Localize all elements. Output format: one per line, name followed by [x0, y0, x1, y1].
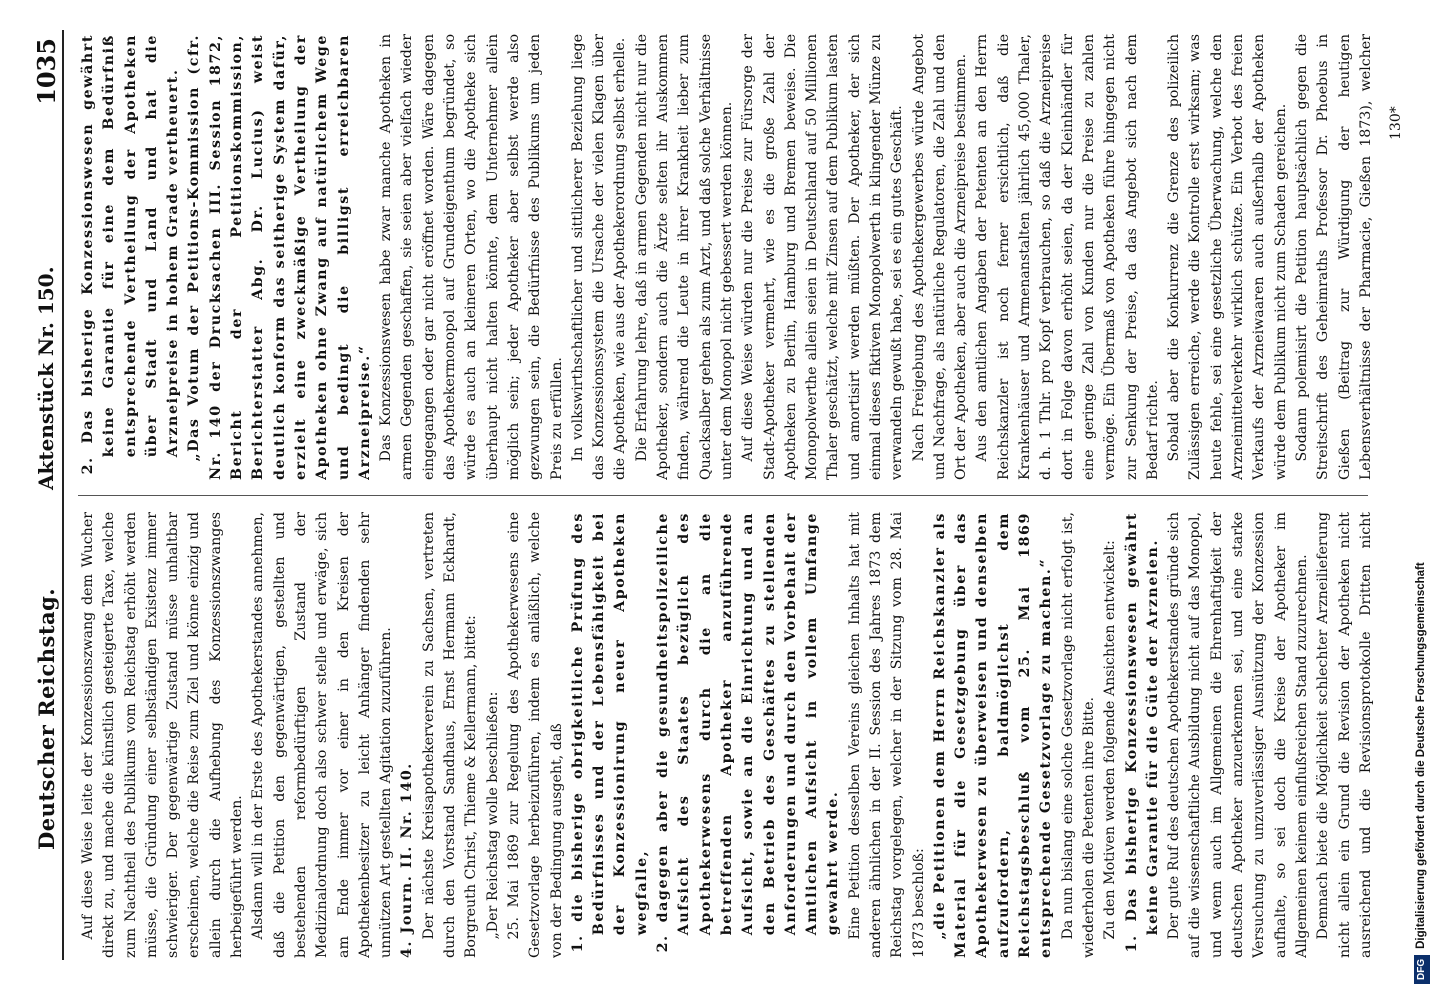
quoted-resolution: „die Petitionen dem Herrn Reichskanzler als Material für die Gesetzgebung über das Apothekerwesen zu überweisen und denselben aufzufordern, baldmöglichst dem Reichstagsbeschluß vom 25. Mai 1869 entsprechende Gesetzvorlage zu machen.“	[931, 512, 1055, 958]
column-divider	[78, 495, 1368, 496]
right-text-column	[78, 34, 1378, 480]
paragraph: Das Konzessionswesen habe zwar manche Apotheken in armen Gegenden geschaffen, sie seien aber vielfach wieder eingegangen oder gar nicht eröffnet worden. Wäre dagegen das Apothekermonopol auf Grundeigenthum begründet, so würde es auch an kleineren Orten, wo die Apotheke sich überhaupt nicht halten könnte, dem Unternehmer allein möglich sein; jeder Apotheker aber selbst werde also gezwungen sein, die Bedürfnisse des Publikums um jeden Preis zu erfüllen.	[378, 34, 565, 480]
paragraph: Die Erfahrung lehre, daß in armen Gegenden nicht nur die Apotheker, sondern auch die Ärzte selten ihr Auskommen finden, während die Leute in ihrer Krankheit lieber zum Quacksalber gehen als zum Arzt, und daß solche Verhältnisse unter dem Monopol nicht gebessert werden können.	[633, 34, 735, 480]
signature-mark: 130*	[1388, 106, 1404, 140]
credit-line	[1412, 4, 1430, 984]
paragraph: In volkswirthschaftlicher und sittlicherer Beziehung liege das Konzessionssystem die Ursache der vielen Klagen über die Apotheken, wie aus der Apothekerordnung selbst erhelle.	[569, 34, 629, 480]
paragraph: Sodann polemisirt die Petition hauptsächlich gegen die Streitschrift des Geheimraths Professor Dr. Phoebus in Gießen (Beitrag zur Würdigung der heutigen Lebensverhältnisse der Pharmacie, Gießen 1873), welcher	[1293, 34, 1374, 480]
paragraph: Auf diese Weise leite der Konzessionszwang dem Wucher direkt zu, und mache die künstlich gesteigerte Taxe, welche zum Nachtheil des Publikums vom Reichstag erhöht werden müsse, die Gründung einer selbständigen Existenz immer schwieriger. Der gegenwärtige Zustand müsse unhaltbar erscheinen, welche die Reise zum Ziel und könne einzig und allein durch die Aufhebung des Konzessionszwanges herbeigeführt werden.	[80, 512, 246, 958]
left-text-column	[78, 512, 1378, 958]
paragraph: Sobald aber die Konkurrenz die Grenze des polizeilich Zulässigen erreiche, werde die Kontrolle erst wirksam; was heute fehle, sei eine gesetzliche Überwachung, welche den Arzneimittelverkehr wirklich schütze. Ein Verbot des freien Verkaufs der Arzneiwaaren auch außerhalb der Apotheken würde dem Publikum nicht zum Schaden gereichen.	[1166, 34, 1289, 480]
paragraph: Der nächste Kreisapothekerverein zu Sachsen, vertreten durch den Vorstand Sandhaus, Ernst Hermann Eckhardt, Borgreuth Christ, Thieme & Kellermann, bittet:	[420, 512, 480, 958]
paragraph: Auf diese Weise würden nur die Preise zur Fürsorge der Stadt-Apotheker vermehrt, wie es die große Zahl der Apotheken zu Berlin, Hamburg und Bremen beweise. Die Monopolwerthe allein seien in Deutschland auf 50 Millionen Thaler geschätzt, welche mit Zinsen auf dem Publikum lasten und amortisirt werden müßten. Der Apotheker, der sich einmal dieses fiktiven Monopolwerth in klingender Münze zu verwandeln gewußt habe, sei es ein gutes Geschäft.	[740, 34, 906, 480]
header-page-number: 1035	[32, 38, 61, 105]
header-document-number: Aktenstück Nr. 150.	[34, 266, 58, 490]
header-publication-title: Deutscher Reichstag.	[34, 587, 59, 850]
list-item: 2. dagegen aber die gesundheitspolizeiliche Aufsicht des Staates bezüglich des Apothekerwesens durch die an die betreffenden Apotheker anzuführende Aufsicht, sowie an die Einrichtung und an den Betrieb des Geschäftes zu stellenden Anforderungen und durch den Vorbehalt der Amtlichen Aufsicht in vollem Umfange gewahrt werde.	[655, 512, 842, 953]
dfg-logo-icon: DFG	[1414, 955, 1430, 984]
paragraph: Da nun bislang eine solche Gesetzvorlage nicht erfolgt ist, wiederholen die Petenten ihre Bitte.	[1059, 512, 1097, 958]
paragraph: 25. Mai 1869 zur Regelung des Apothekerwesens eine Gesetzvorlage herbeizuführen, indem es anläßlich, welche von der Bedingung ausgeht, daß	[505, 512, 565, 958]
digitization-credit-strip	[1408, 0, 1432, 1000]
paragraph: Nach Freigebung des Apothekergewerbes würde Angebot und Nachfrage, als natürliche Regulatoren, die Zahl und den Ort der Apotheken, aber auch die Arzneipreise bestimmen.	[910, 34, 970, 480]
section-number: 4. Journ. II. Nr. 140.	[399, 762, 416, 958]
paragraph: Aus den amtlichen Angaben der Petenten an den Herrn Reichskanzler ist noch ferner ersichtlich, daß die Krankenhäuser und Armenanstalten jährlich 45,000 Thaler, d. h. 1 Thlr. pro Kopf verbrauchen, so daß die Arzneipreise dort in Folge davon erhöht seien, da der Kleinhändler für eine geringe Zahl von Kunden nur die Preise zu zahlen vermöge. Ein Übermaß von Apotheken führe hingegen nicht zur Senkung der Preise, da das Angebot sich nach dem Bedarf richte.	[974, 34, 1161, 480]
paragraph: Der gute Ruf des deutschen Apothekerstandes gründe sich auf die wissenschaftliche Ausbildung nicht auf das Monopol, und wenn auch im Allgemeinen die Ehrenhaftigkeit der deutschen Apotheker anzuerkennen sei, und eine starke Versuchung zu unzuverlässiger Ausnützung der Konzession aufhalte, so sei doch die Kreise der Apotheker im Allgemeinen keinem einflußreichen Stand zuzurechnen.	[1166, 512, 1310, 958]
paragraph: Demnach biete die Möglichkeit schlechter Arzneilieferung nicht allein ein Grund die Revision der Apotheken nicht ausreichend und die Revisionsprotokolle Dritten nicht	[1315, 512, 1374, 958]
paragraph: Zu den Motiven werden folgende Ansichten entwickelt:	[1102, 540, 1119, 940]
paragraph: Alsdann will in der Erste des Apothekerstandes annehmen, daß die Petition den gegenwärtigen, gestellten und bestehenden reformbedürftigen Zustand der Medizinalordnung doch also schwer stelle und erwäge, sich am Ende immer vor einer in den Kreisen der Apothekenbesitzer zu leicht Anhänger findenden sehr unnützen Art gestellten Agitation zuzuführen.	[250, 512, 395, 958]
paragraph: Eine Petition desselben Vereins gleichen Inhalts hat mit anderen ähnlichen in der II. Session des Jahres 1873 dem Reichstag vorgelegen, welcher in der Sitzung vom 28. Mai 1873 beschloß:	[846, 512, 927, 958]
list-item: 2. Das bisherige Konzessionswesen gewährt keine Garantie für eine dem Bedürfniß entsprechende Vertheilung der Apotheken über Stadt und Land und hat die Arzneipreise in hohem Grade vertheuert.	[80, 34, 182, 475]
quoted-resolution: „Das Votum der Petitions-Kommission (cfr. Nr. 140 der Drucksachen III. Session 1872, Bericht der Petitionskommission, Berichterstatter Abg. Dr. Lucius) weist deutlich konform das seitherige System dafür, erzielt eine zweckmäßige Vertheilung der Apotheken ohne Zwang auf natürlichem Wege und bedingt die billigst erreichbaren Arzneipreise.“	[186, 34, 373, 480]
paragraph: „Der Reichstag wolle beschließen:	[484, 691, 501, 940]
credit-text: Digitalisierung gefördert durch die Deutsche Forschungsgemeinschaft	[1415, 562, 1427, 949]
page-header	[28, 30, 64, 960]
list-item: 1. die bisherige obrigkeitliche Prüfung des Bedürfnisses und der Lebensfähigkeit bei der Konzessionirung neuer Apotheken wegfalle,	[569, 512, 650, 953]
list-item: 1. Das bisherige Konzessionswesen gewährt keine Garantie für die Güte der Arzneien.	[1123, 512, 1161, 953]
